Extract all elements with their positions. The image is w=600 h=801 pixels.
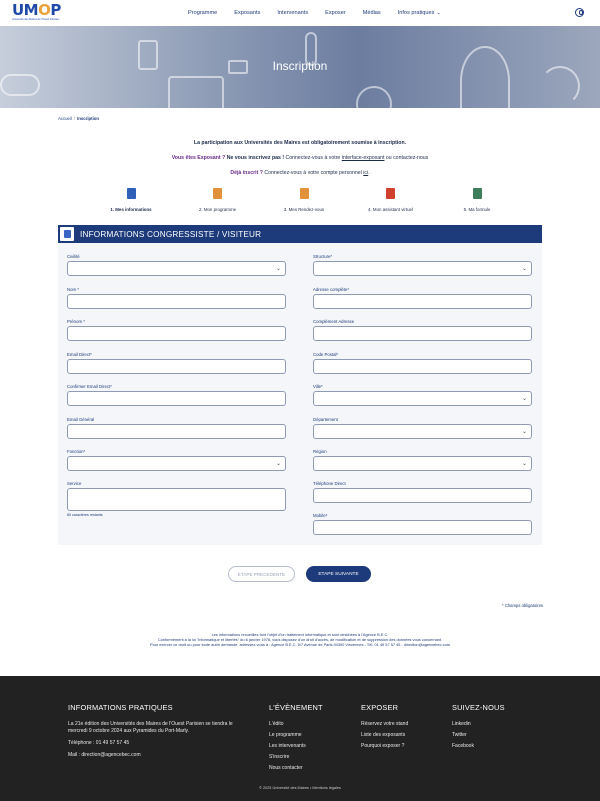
chevron-down-icon: ⌄ — [275, 461, 281, 467]
twitter-link[interactable]: Twitter — [452, 732, 467, 738]
nav-intervenants[interactable]: Intervenants — [277, 10, 309, 16]
chevron-down-icon: ⌄ — [275, 266, 281, 272]
breadcrumb: Accueil / Inscription — [58, 116, 100, 121]
chevron-down-icon: ⌄ — [521, 429, 527, 435]
hero-banner — [0, 26, 600, 108]
nav-programme[interactable]: Programme — [188, 10, 218, 16]
code-postal-input[interactable] — [313, 359, 532, 374]
person-icon — [127, 188, 136, 199]
user-account-icon[interactable] — [575, 8, 584, 17]
footer-link[interactable]: Liste des exposants — [361, 732, 406, 738]
clipboard-icon — [213, 188, 222, 199]
steps-progress — [88, 188, 520, 212]
step-assistant: 4. Mon assistant virtuel — [348, 188, 434, 212]
footer-email[interactable]: Mail : direction@agencebec.com — [68, 752, 141, 758]
site-logo[interactable]: UMOP Université des Maires de l'Ouest Parisien — [12, 1, 61, 21]
service-textarea[interactable] — [67, 488, 286, 511]
nav-exposer[interactable]: Exposer — [325, 10, 346, 16]
adresse-field: Adresse complète* — [313, 287, 532, 309]
footer-evenement: L'ÉVÈNEMENT L'édito Le programme Les intervenants S'inscrire Nous contacter — [269, 703, 323, 771]
civilite-select[interactable] — [67, 261, 286, 276]
copyright: © 2025 Université des Maires • Mentions légales — [259, 786, 341, 790]
required-note: * Champs obligatoires — [502, 603, 543, 608]
footer-exposer: EXPOSER Réservez votre stand Liste des exposants Pourquoi exposer ? — [361, 703, 409, 749]
intro-text: La participation aux Universités des Maires est obligatoirement soumise à inscription. Vous êtes Exposant ? Ne vous inscrivez pas ! Connectez-vous à votre interface-exposant ou contactez-nous Déjà inscrit ? Connectez-vous à votre compte personnel ici. — [171, 140, 429, 176]
footer-social: SUIVEZ-NOUS Linkedin Twitter Facebook — [452, 703, 505, 749]
ville-select[interactable] — [313, 391, 532, 406]
step-formule: 5. Ma formule — [434, 188, 520, 212]
email-direct-input[interactable] — [67, 359, 286, 374]
footer-link[interactable]: Réservez votre stand — [361, 721, 409, 727]
confirm-email-field: Confirmer Email Direct* — [67, 384, 286, 406]
fonction-field: Fonction* ⌄ — [67, 449, 286, 471]
email-general-field: Email Général — [67, 417, 286, 439]
footer-link[interactable]: Les intervenants — [269, 743, 306, 749]
fonction-select[interactable] — [67, 456, 286, 471]
region-select[interactable] — [313, 456, 532, 471]
prenom-field: Prénom * — [67, 319, 286, 341]
structure-field: Structure* ⌄ — [313, 254, 532, 276]
nav-infos-pratiques[interactable]: Infos pratiques ⌄ — [397, 10, 441, 16]
chevron-down-icon: ⌄ — [521, 266, 527, 272]
site-header — [0, 0, 600, 26]
breadcrumb-home[interactable]: Accueil — [58, 116, 72, 121]
service-field: Service 80 caractères restants — [67, 481, 286, 517]
footer-link[interactable]: Pourquoi exposer ? — [361, 743, 405, 749]
structure-select[interactable] — [313, 261, 532, 276]
badge-icon — [60, 227, 74, 241]
code-postal-field: Code Postal* — [313, 352, 532, 374]
departement-select[interactable] — [313, 424, 532, 439]
site-footer — [0, 676, 600, 801]
adresse-input[interactable] — [313, 294, 532, 309]
next-step-button[interactable]: ETAPE SUIVANTE — [306, 566, 371, 582]
footer-infos-pratiques: INFORMATIONS PRATIQUES La 21e édition des Universités des Maires de l'Ouest Parisien se tiendra le mercredi 9 octobre 2024 aux Pyramides du Port-Marly. Téléphone : 01 49 57 57 45 Mail : direction@agencebec.com — [68, 703, 243, 764]
nav-medias[interactable]: Médias — [362, 10, 381, 16]
confirm-email-input[interactable] — [67, 391, 286, 406]
region-field: Région ⌄ — [313, 449, 532, 471]
chat-icon — [386, 188, 395, 199]
email-general-input[interactable] — [67, 424, 286, 439]
nav-exposants[interactable]: Exposants — [234, 10, 261, 16]
departement-field: Département ⌄ — [313, 417, 532, 439]
exhibitor-interface-link[interactable]: interface-exposant — [341, 155, 385, 161]
complement-adresse-field: Complément Adresse — [313, 319, 532, 341]
previous-step-button[interactable]: ETAPE PRECEDENTE — [228, 566, 295, 582]
step-programme: 2. Mon programme — [175, 188, 261, 212]
mobile-input[interactable] — [313, 520, 532, 535]
login-link[interactable]: ici — [363, 170, 369, 176]
complement-adresse-input[interactable] — [313, 326, 532, 341]
mobile-field: Mobile* — [313, 513, 532, 535]
chevron-down-icon: ⌄ — [521, 396, 527, 402]
email-direct-field: Email Direct* — [67, 352, 286, 374]
step-rendez-vous: 3. Mes Rendez-vous — [261, 188, 347, 212]
main-nav — [188, 0, 458, 26]
prenom-input[interactable] — [67, 326, 286, 341]
footer-link[interactable]: Le programme — [269, 732, 302, 738]
footer-link[interactable]: S'inscrire — [269, 754, 290, 760]
footer-link[interactable]: L'édito — [269, 721, 284, 727]
chevron-down-icon: ⌄ — [521, 461, 527, 467]
page-title: Inscription — [272, 59, 328, 73]
calendar-icon — [300, 188, 309, 199]
breadcrumb-current: Inscription — [77, 116, 100, 121]
telephone-input[interactable] — [313, 488, 532, 503]
ville-field: Ville* ⌄ — [313, 384, 532, 406]
telephone-field: Téléphone Direct — [313, 481, 532, 503]
nom-field: Nom * — [67, 287, 286, 309]
chevron-down-icon: ⌄ — [436, 10, 441, 16]
calculator-icon — [473, 188, 482, 199]
form-section-header: INFORMATIONS CONGRESSISTE / VISITEUR — [58, 225, 542, 243]
step-informations: 1. Mes informations — [88, 188, 174, 212]
civilite-field: Civilité ⌄ — [67, 254, 286, 276]
footer-link[interactable]: Nous contacter — [269, 765, 303, 771]
legal-notice: Les informations recueillies font l'objet d'un traitement informatique et sont destinées à l'Agence B.E.C. Conformément à la loi "informatique et libertés" du 6 janvier 1978, vous disposez d'un droit d'accès, de modification et de suppression des données vous concernant. Pour exercer ce droit ou pour toute autre demande, adressez-vous à : Agence B.E.C. 5/7 Avenue de Paris 94300 Vincennes - Tél. 01 49 57 57 45 - direction@agencebec.com — [149, 632, 451, 647]
facebook-link[interactable]: Facebook — [452, 743, 474, 749]
linkedin-link[interactable]: Linkedin — [452, 721, 471, 727]
nom-input[interactable] — [67, 294, 286, 309]
char-counter: 80 caractères restants — [67, 513, 103, 517]
